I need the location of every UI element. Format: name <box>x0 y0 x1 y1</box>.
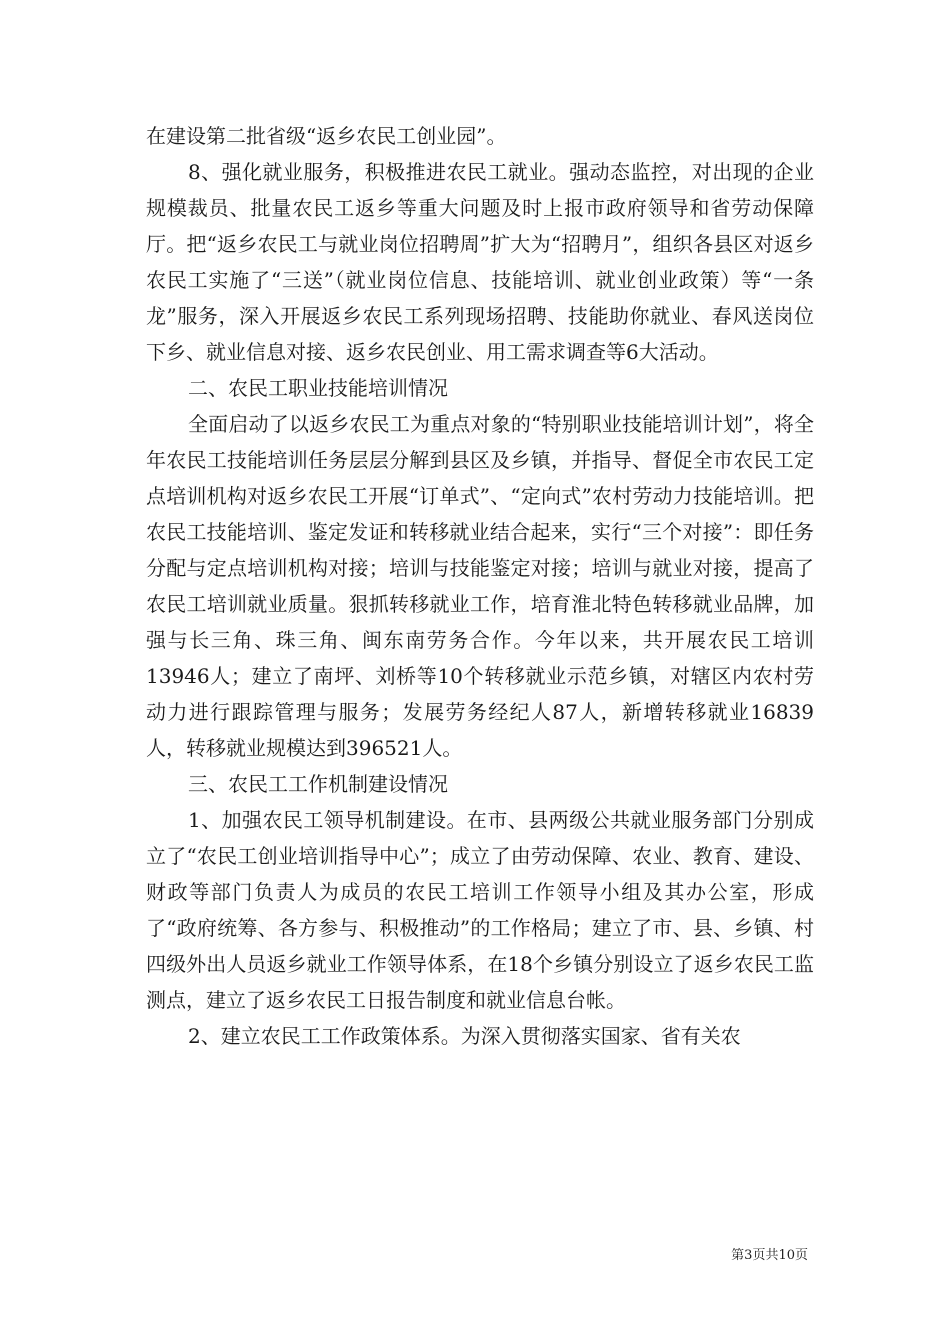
paragraph-continuation: 在建设第二批省级“返乡农民工创业园”。 <box>146 124 507 148</box>
paragraph-skills-training: 全面启动了以返乡农民工为重点对象的“特别职业技能培训计划”，将全年农民工技能培训任务层层分解到县区及乡镇，并指导、督促全市农民工定点培训机构对返乡农民工开展“订单式”、“定向式”农村劳动力技能培训。把农民工技能培训、鉴定发证和转移就业结合起来，实行“三个对接”：即任务分配与定点培训机构对接；培训与技能鉴定对接；培训与就业对接，提高了农民工培训就业质量。狠抓转移就业工作，培育淮北特色转移就业品牌，加强与长三角、珠三角、闽东南劳务合作。今年以来，共开展农民工培训13946人；建立了南坪、刘桥等10个转移就业示范乡镇，对辖区内农村劳动力进行跟踪管理与服务；发展劳务经纪人87人，新增转移就业16839人，转移就业规模达到396521人。 <box>146 412 814 760</box>
document-body <box>146 118 814 1054</box>
paragraph-employment-service: 8、强化就业服务，积极推进农民工就业。强动态监控，对出现的企业规模裁员、批量农民工返乡等重大问题及时上报市政府领导和省劳动保障厅。把“返乡农民工与就业岗位招聘周”扩大为“招聘月”，组织各县区对返乡农民工实施了“三送”（就业岗位信息、技能培训、就业创业政策）等“一条龙”服务，深入开展返乡农民工系列现场招聘、技能助你就业、春风送岗位下乡、就业信息对接、返乡农民创业、用工需求调查等6大活动。 <box>146 160 814 364</box>
paragraph-policy-system: 2、建立农民工工作政策体系。为深入贯彻落实国家、省有关农 <box>188 1024 741 1048</box>
section-heading-work-mechanism: 三、农民工工作机制建设情况 <box>188 772 448 796</box>
page-number-footer: 第3页共10页 <box>731 1248 808 1263</box>
paragraph-leadership-mechanism: 1、加强农民工领导机制建设。在市、县两级公共就业服务部门分别成立了“农民工创业培训指导中心”；成立了由劳动保障、农业、教育、建设、财政等部门负责人为成员的农民工培训工作领导小组及其办公室，形成了“政府统筹、各方参与、积极推动”的工作格局；建立了市、县、乡镇、村四级外出人员返乡就业工作领导体系，在18个乡镇分别设立了返乡农民工监测点，建立了返乡农民工日报告制度和就业信息台帐。 <box>146 808 814 1012</box>
section-heading-skills-training: 二、农民工职业技能培训情况 <box>188 376 448 400</box>
